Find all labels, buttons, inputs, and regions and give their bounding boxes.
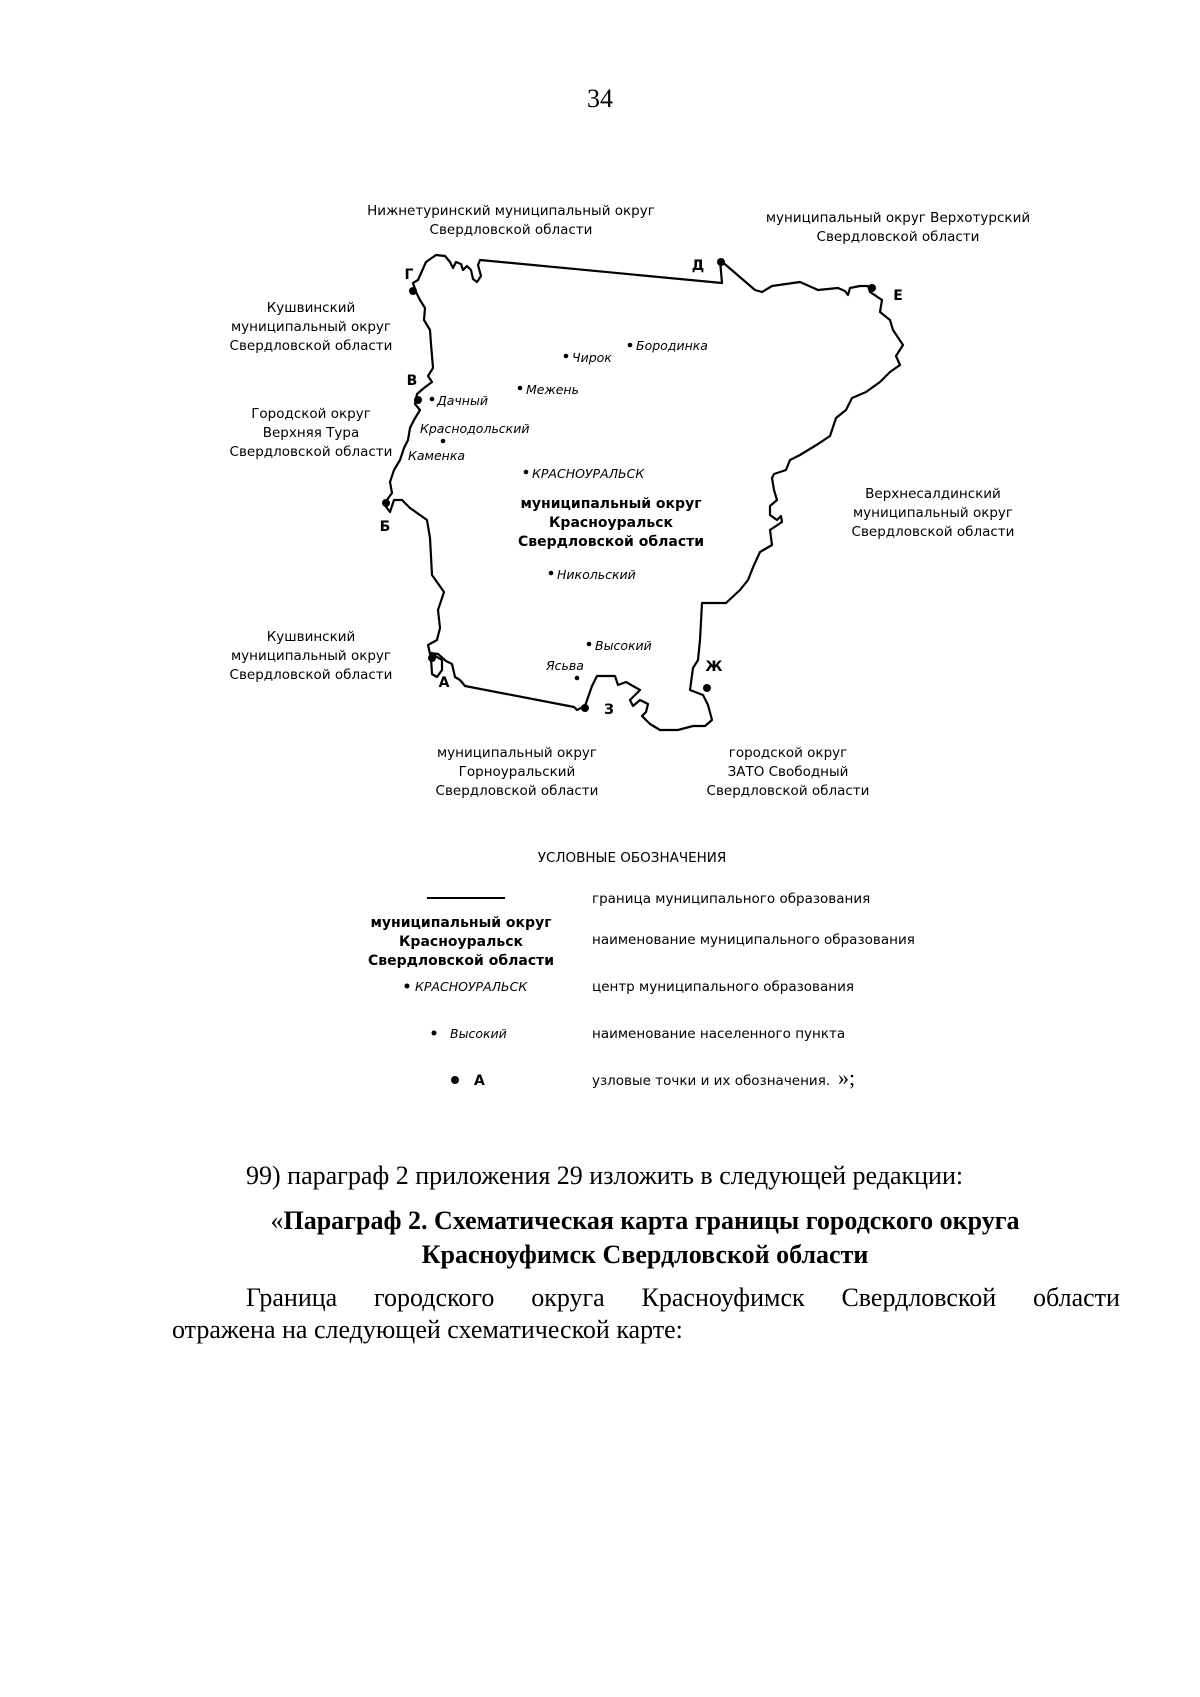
neighbor-left-lower (230, 629, 393, 683)
node-point-z (581, 704, 589, 712)
legend-center-desc: центр муниципального образования (592, 979, 855, 995)
municipal-boundary (384, 255, 903, 730)
settlement-dot (587, 642, 592, 647)
neighbor-right-line: Верхнесалдинский (865, 486, 1001, 502)
neighbor-left-upper-line: Свердловской области (229, 338, 393, 354)
settlement-dachny: Дачный (437, 393, 488, 408)
legend-node-sample: А (474, 1073, 485, 1089)
neighbor-bottom-right-line: городской округ (728, 745, 848, 761)
neighbor-left-middle-line: Свердловской области (229, 444, 393, 460)
settlement-dot (441, 439, 446, 444)
settlement-dot (575, 676, 580, 681)
node-label-d: Д (691, 258, 705, 274)
item-99: 99) параграф 2 приложения 29 изложить в следующей редакции: (246, 1161, 964, 1190)
paragraph-word: городского (374, 1283, 495, 1312)
neighbor-right (852, 486, 1015, 540)
settlement-yasva: Ясьва (546, 658, 584, 673)
node-label-g: Г (404, 267, 414, 283)
municipality-name (518, 496, 704, 550)
node-label-z: З (604, 702, 614, 718)
legend-settlement-dot (432, 1031, 437, 1036)
settlement-kamenka: Каменка (408, 448, 466, 463)
node-label-v: В (406, 373, 418, 389)
paragraph-word: области (1033, 1283, 1120, 1312)
legend-name-sample: Красноуральск (398, 934, 524, 950)
neighbor-right-line: Свердловской области (851, 524, 1015, 540)
neighbor-top-left (367, 203, 655, 238)
neighbor-left-upper-line: Кушвинский (266, 300, 356, 316)
settlement-chirok: Чирок (572, 350, 612, 365)
settlement-dot (518, 386, 523, 391)
legend-settlement-desc: наименование населенного пункта (592, 1026, 846, 1042)
paragraph-line-1 (246, 1282, 1120, 1314)
heading-line-1: Параграф 2. Схематическая карта границы городского округа (283, 1206, 1020, 1235)
municipality-name-line: муниципальный округ (520, 496, 702, 512)
neighbor-top-left-line: Нижнетуринский муниципальный округ (367, 203, 655, 219)
neighbor-left-upper (230, 300, 393, 354)
settlement-mezhen: Межень (526, 382, 579, 397)
node-point-zh (703, 684, 711, 692)
legend (368, 850, 915, 1090)
settlement-dot (549, 571, 554, 576)
neighbor-top-left-line: Свердловской области (429, 222, 593, 238)
legend-node-desc: узловые точки и их обозначения. (592, 1073, 831, 1089)
legend-settlement-sample: Высокий (450, 1026, 507, 1041)
paragraph-word: Красноуфимск (641, 1283, 805, 1312)
neighbor-left-upper-line: муниципальный округ (230, 319, 392, 335)
neighbor-left-middle (230, 406, 393, 460)
legend-closing-quote: »; (838, 1065, 856, 1090)
neighbor-top-right-line: муниципальный округ Верхотурский (765, 210, 1031, 226)
settlement-krasnodolsky: Краснодольский (420, 421, 530, 436)
settlement-vysoky: Высокий (595, 638, 652, 653)
node-label-e: Е (893, 288, 903, 304)
legend-name-desc: наименование муниципального образования (592, 932, 915, 948)
legend-center-dot (405, 984, 410, 989)
page-number: 34 (587, 84, 613, 113)
neighbor-bottom-left-line: Горноуральский (458, 764, 576, 780)
legend-node-dot (451, 1076, 459, 1084)
neighbor-bottom-left (436, 745, 599, 799)
neighbor-bottom-left-line: Свердловской области (435, 783, 599, 799)
node-point-e (868, 284, 876, 292)
paragraph-word: Свердловской (841, 1283, 997, 1312)
paragraph-line-2: отражена на следующей схематической карте: (172, 1315, 683, 1344)
heading-line-2: Красноуфимск Свердловской области (421, 1240, 869, 1269)
legend-name-sample: Свердловской области (367, 953, 555, 969)
node-label-a: А (438, 675, 450, 691)
node-point-g (409, 287, 417, 295)
node-point-d (717, 258, 725, 266)
paragraph-word: округа (531, 1283, 605, 1312)
neighbor-left-middle-line: Верхняя Тура (262, 425, 360, 441)
neighbor-left-lower-line: муниципальный округ (230, 648, 392, 664)
municipality-name-line: Красноуральск (548, 515, 674, 531)
neighbor-right-line: муниципальный округ (852, 505, 1014, 521)
neighbor-bottom-left-line: муниципальный округ (436, 745, 598, 761)
heading-quote: « (270, 1206, 284, 1235)
node-point-a (428, 654, 436, 662)
legend-center-sample: КРАСНОУРАЛЬСК (415, 979, 528, 994)
node-point-b (382, 499, 390, 507)
settlement-nikolsky: Никольский (557, 567, 636, 582)
neighbor-left-middle-line: Городской округ (251, 406, 371, 422)
settlement-dot (524, 470, 529, 475)
neighbor-left-lower-line: Свердловской области (229, 667, 393, 683)
municipality-name-line: Свердловской области (517, 534, 705, 550)
settlement-dot (564, 354, 569, 359)
legend-title: УСЛОВНЫЕ ОБОЗНАЧЕНИЯ (537, 850, 727, 866)
legend-name-sample: муниципальный округ (370, 915, 552, 931)
legend-boundary-desc: граница муниципального образования (592, 891, 871, 907)
node-point-v (414, 396, 422, 404)
neighbor-top-right-line: Свердловской области (816, 229, 980, 245)
settlement-dot (628, 343, 633, 348)
paragraph-heading (170, 1204, 1120, 1272)
neighbor-bottom-right (707, 745, 870, 799)
neighbor-left-lower-line: Кушвинский (266, 629, 356, 645)
paragraph-word: Граница (246, 1283, 338, 1312)
neighbor-top-right (766, 210, 1030, 245)
neighbor-bottom-right-line: ЗАТО Свободный (727, 764, 849, 780)
neighbor-bottom-right-line: Свердловской области (706, 783, 870, 799)
settlement-krasnouralsk: КРАСНОУРАЛЬСК (532, 466, 645, 481)
node-label-b: Б (379, 519, 391, 535)
node-label-zh: Ж (705, 659, 723, 675)
settlement-borodinka: Бородинка (636, 338, 708, 353)
settlement-dot (430, 397, 435, 402)
